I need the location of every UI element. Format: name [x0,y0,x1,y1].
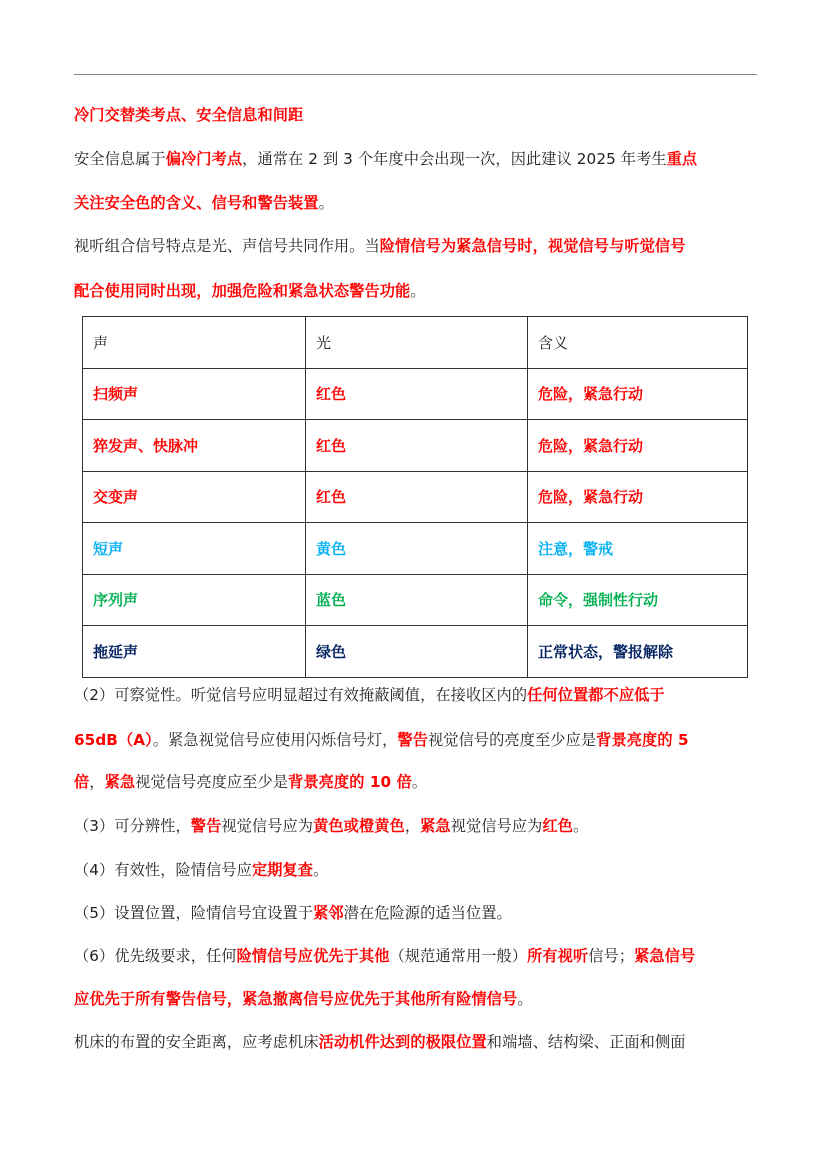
highlight-text: 险情信号应优先于其他 [236,947,390,965]
text: 。 [410,282,426,300]
highlight-text: 倍 [74,773,90,791]
cell-meaning: 危险，紧急行动 [528,471,748,523]
table-row [83,523,748,575]
paragraph-distinguishability [74,815,764,836]
text: 。 [573,817,589,835]
cell-meaning: 危险，紧急行动 [528,368,748,420]
highlight-text: 关注安全色的含义、信号和警告装置 [74,194,319,212]
highlight-text: 黄色或橙黄色 [313,817,405,835]
highlight-text: 任何位置都不应低于 [527,686,665,704]
highlight-text: 定期复查 [251,861,314,879]
text: （规范通常用一般） [389,947,528,965]
text: 。 [318,194,334,212]
paragraph-effectiveness [74,859,764,880]
cell-light: 绿色 [306,626,528,678]
table-row [83,420,748,472]
text: （2）可察觉性。听觉信号应明显超过有效掩蔽阈值，在接收区内的 [74,686,528,704]
text: ，通常在 2 到 3 个年度中会出现一次，因此建议 2025 年考生 [242,150,667,168]
text: 信号； [588,947,635,965]
header-divider [74,74,757,75]
cell-meaning: 正常状态，警报解除 [528,626,748,678]
table-row [83,368,748,420]
section-heading: 冷门交替类考点、安全信息和间距 [74,106,304,124]
text: （6）优先级要求，任何 [74,947,237,965]
header-cell-sound: 声 [83,317,306,369]
highlight-text: 紧急 [104,773,136,791]
cell-light: 红色 [306,420,528,472]
highlight-text: 紧急信号 [634,947,696,965]
text: 潜在危险源的适当位置。 [343,904,512,922]
highlight-text: 红色 [542,817,574,835]
table-row [83,626,748,678]
paragraph-intro-line2 [74,192,764,213]
text: 视觉信号应为 [450,817,543,835]
highlight-text: 紧邻 [313,904,344,922]
text: 视觉信号的亮度至少应是 [428,731,597,749]
table-row [83,471,748,523]
cell-sound: 拖延声 [83,626,306,678]
cell-meaning: 危险，紧急行动 [528,420,748,472]
paragraph-av-line1 [74,235,764,256]
highlight-text: 应优先于所有警告信号，紧急撤离信号应优先于其他所有险情信号 [74,990,518,1008]
cell-sound: 猝发声、快脉冲 [83,420,306,472]
text: （3）可分辨性， [74,817,191,835]
paragraph-machine-distance [74,1031,764,1052]
highlight-text: 警告 [190,817,222,835]
paragraph-priority-line1 [74,945,764,966]
cell-light: 蓝色 [306,574,528,626]
text: 安全信息属于 [74,150,166,168]
text: （4）有效性，险情信号应 [74,861,252,879]
table-header-row [83,317,748,369]
paragraph-perceptibility-line2 [74,729,764,750]
highlight-text: 警告 [397,731,428,749]
cell-light: 红色 [306,368,528,420]
cell-sound: 交变声 [83,471,306,523]
highlight-text: 险情信号为紧急信号时，视觉信号与听觉信号 [379,237,686,255]
cell-light: 黄色 [306,523,528,575]
cell-sound: 序列声 [83,574,306,626]
highlight-text: 紧急 [420,817,451,835]
text: 视觉信号应为 [221,817,314,835]
signal-table [82,316,748,678]
paragraph-av-line2 [74,280,764,301]
highlight-text: 背景亮度的 10 倍 [288,773,412,791]
text: 。 [517,990,533,1008]
text: 。 [313,861,329,879]
text: 和端墙、结构梁、正面和侧面 [486,1033,686,1051]
text: 视觉信号亮度应至少是 [135,773,289,791]
paragraph-intro-line1 [74,148,764,169]
cell-meaning: 命令，强制性行动 [528,574,748,626]
text: 。 [411,773,428,791]
highlight-text: 所有视听 [527,947,589,965]
header-cell-light: 光 [306,317,528,369]
highlight-text: 65dB（A） [74,731,153,749]
text: 机床的布置的安全距离，应考虑机床 [74,1033,319,1051]
text: ， [89,773,105,791]
highlight-text: 活动机件达到的极限位置 [318,1033,487,1051]
text: ， [404,817,421,835]
header-cell-meaning: 含义 [528,317,748,369]
cell-sound: 扫频声 [83,368,306,420]
highlight-text: 背景亮度的 5 [596,731,689,749]
cell-light: 红色 [306,471,528,523]
highlight-text: 重点 [666,150,698,168]
text: （5）设置位置，险情信号宜设置于 [74,904,314,922]
highlight-text: 配合使用同时出现，加强危险和紧急状态警告功能 [74,282,411,300]
highlight-text: 偏冷门考点 [165,150,243,168]
table-row [83,574,748,626]
cell-sound: 短声 [83,523,306,575]
cell-meaning: 注意，警戒 [528,523,748,575]
text: 视听组合信号特点是光、声信号共同作用。当 [74,237,380,255]
text: 。紧急视觉信号应使用闪烁信号灯， [152,731,398,749]
paragraph-perceptibility-line1 [74,684,764,705]
paragraph-priority-line2 [74,988,764,1009]
paragraph-placement [74,902,764,923]
paragraph-perceptibility-line3 [74,771,764,792]
